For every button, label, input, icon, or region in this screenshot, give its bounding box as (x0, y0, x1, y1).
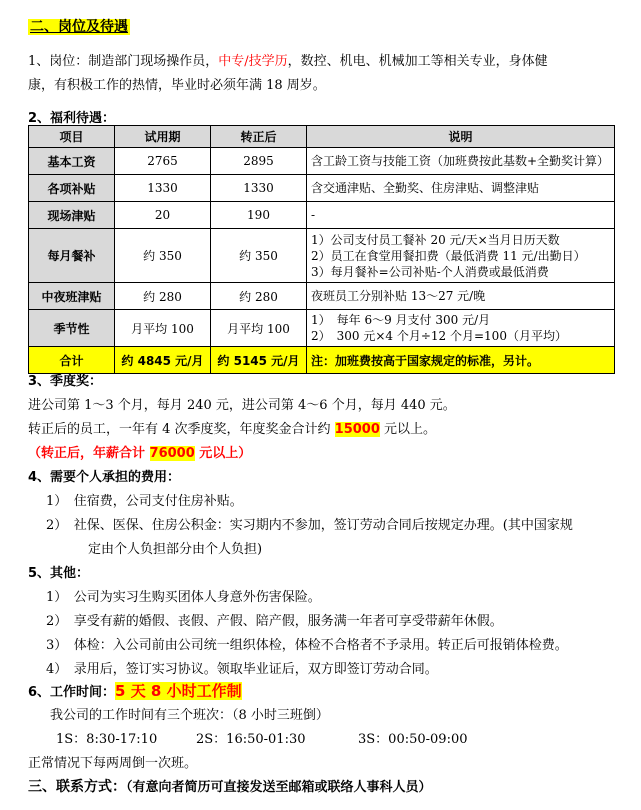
row-regular: 190 (211, 202, 307, 229)
worktime-note: 正常情况下每两周倒一次班。 (28, 756, 198, 771)
position-prefix: 1、岗位：制造部门现场操作员， (28, 54, 219, 69)
contact-title: 三、联系方式： (28, 779, 126, 795)
row-trial: 20 (115, 202, 211, 229)
section-title (28, 16, 130, 36)
desc-line: 2）员工在食堂用餐扣费（最低消费 11 元/出勤日） (311, 248, 586, 263)
row-item: 每月餐补 (29, 229, 115, 283)
row-item: 季节性 (29, 310, 115, 347)
row-item: 各项补贴 (29, 175, 115, 202)
row-desc (307, 283, 615, 310)
row-desc (307, 310, 615, 347)
row-desc (307, 175, 615, 202)
total-regular: 约 5145 元/月 (211, 347, 307, 374)
list-item-continued: 定由个人负担部分由个人负担) (88, 542, 263, 557)
total-item: 合计 (29, 347, 115, 374)
table-row (29, 175, 615, 202)
row-trial: 2765 (115, 148, 211, 175)
desc-line: 1）公司支付员工餐补 20 元/天×当月日历天数 (311, 232, 560, 247)
row-item: 中夜班津贴 (29, 283, 115, 310)
benefits-title: 2、福利待遇： (28, 111, 116, 126)
list-item: 2） 社保、医保、住房公积金：实习期内不参加，签订劳动合同后按规定办理。(其中国家规 (46, 518, 573, 533)
quarterly-bonus-amount: 15000 (334, 422, 380, 437)
desc-line: 含交通津贴、全勤奖、住房津贴、调整津贴 (311, 181, 540, 195)
table-row (29, 283, 615, 310)
desc-line: 1） 每年 6～9 月支付 300 元/月 (311, 313, 491, 327)
position-line-1 (28, 50, 548, 69)
row-trial: 月平均 100 (115, 310, 211, 347)
list-item: 4） 录用后，签订实习协议。领取毕业证后，双方即签订劳动合同。 (46, 662, 438, 677)
row-regular: 1330 (211, 175, 307, 202)
row-trial: 约 280 (115, 283, 211, 310)
shift-1: 1S：8:30-17:10 (56, 732, 158, 747)
table-header-row (29, 126, 615, 148)
position-line-2: 康，有积极工作的热情，毕业时必须年满 18 周岁。 (28, 78, 326, 93)
benefits-table (28, 125, 615, 374)
row-desc (307, 148, 615, 175)
desc-line: 3）每月餐补=公司补贴-个人消费或最低消费 (311, 264, 549, 279)
desc-line: 夜班员工分别补贴 13～27 元/晚 (311, 289, 486, 303)
desc-line: 2） 300 元×4 个月÷12 个月=100（月平均） (311, 329, 567, 343)
worktime-title: 6、工作时间： (28, 685, 116, 700)
row-regular: 月平均 100 (211, 310, 307, 347)
row-regular: 约 280 (211, 283, 307, 310)
contact-note: （有意向者简历可直接发送至邮箱或联络人事科人员） (126, 780, 432, 795)
quarterly-line-2-prefix: 转正后的员工，一年有 4 次季度奖，年度奖金合计约 (28, 422, 335, 437)
desc-line: - (311, 208, 316, 222)
row-item: 现场津贴 (29, 202, 115, 229)
contact-title-line (28, 776, 432, 796)
header-regular: 转正后 (211, 126, 307, 148)
position-suffix: ，数控、机电、机械加工等相关专业，身体健 (287, 54, 548, 69)
worktime-title-line (28, 680, 242, 701)
table-row (29, 310, 615, 347)
quarterly-title: 3、季度奖： (28, 374, 103, 389)
salary-prefix: （转正后，年薪合计 (28, 446, 150, 461)
total-trial: 约 4845 元/月 (115, 347, 211, 374)
desc-line: 含工龄工资与技能工资（加班费按此基数+全勤奖计算） (311, 154, 610, 168)
personal-costs-title: 4、需要个人承担的费用： (28, 470, 181, 485)
shift-2: 2S：16:50-01:30 (196, 732, 306, 747)
row-regular: 2895 (211, 148, 307, 175)
table-total-row (29, 347, 615, 374)
list-item: 3） 体检：入公司前由公司统一组织体检，体检不合格者不予录用。转正后可报销体检费。 (46, 638, 568, 653)
total-desc: 注：加班费按高于国家规定的标准，另计。 (307, 347, 615, 374)
salary-suffix: 元以上） (194, 446, 252, 461)
quarterly-line-1: 进公司第 1～3 个月，每月 240 元，进公司第 4～6 个月，每月 440 元。 (28, 398, 456, 413)
table-row (29, 229, 615, 283)
quarterly-line-2 (28, 418, 436, 437)
position-education-highlight: 中专/技学历 (218, 54, 288, 69)
list-item: 2） 享受有薪的婚假、丧假、产假、陪产假，服务满一年者可享受带薪年休假。 (46, 614, 503, 629)
table-row (29, 148, 615, 175)
row-item: 基本工资 (29, 148, 115, 175)
row-desc (307, 202, 615, 229)
other-title: 5、其他： (28, 566, 90, 581)
header-item: 项目 (29, 126, 115, 148)
row-trial: 约 350 (115, 229, 211, 283)
annual-salary-amount: 76000 (149, 446, 195, 461)
worktime-highlight: 5 天 8 小时工作制 (115, 682, 242, 700)
annual-salary-line (28, 442, 251, 461)
worktime-intro: 我公司的工作时间有三个班次：（8 小时三班倒） (50, 708, 329, 723)
list-item: 1） 公司为实习生购买团体人身意外伤害保险。 (46, 590, 321, 605)
row-desc (307, 229, 615, 283)
row-regular: 约 350 (211, 229, 307, 283)
header-trial: 试用期 (115, 126, 211, 148)
list-item: 1） 住宿费，公司支付住房补贴。 (46, 494, 243, 509)
section-title-text: 二、岗位及待遇 (30, 19, 128, 35)
row-trial: 1330 (115, 175, 211, 202)
quarterly-line-2-suffix: 元以上。 (379, 422, 437, 437)
shift-3: 3S：00:50-09:00 (358, 732, 468, 747)
header-desc: 说明 (307, 126, 615, 148)
table-row (29, 202, 615, 229)
